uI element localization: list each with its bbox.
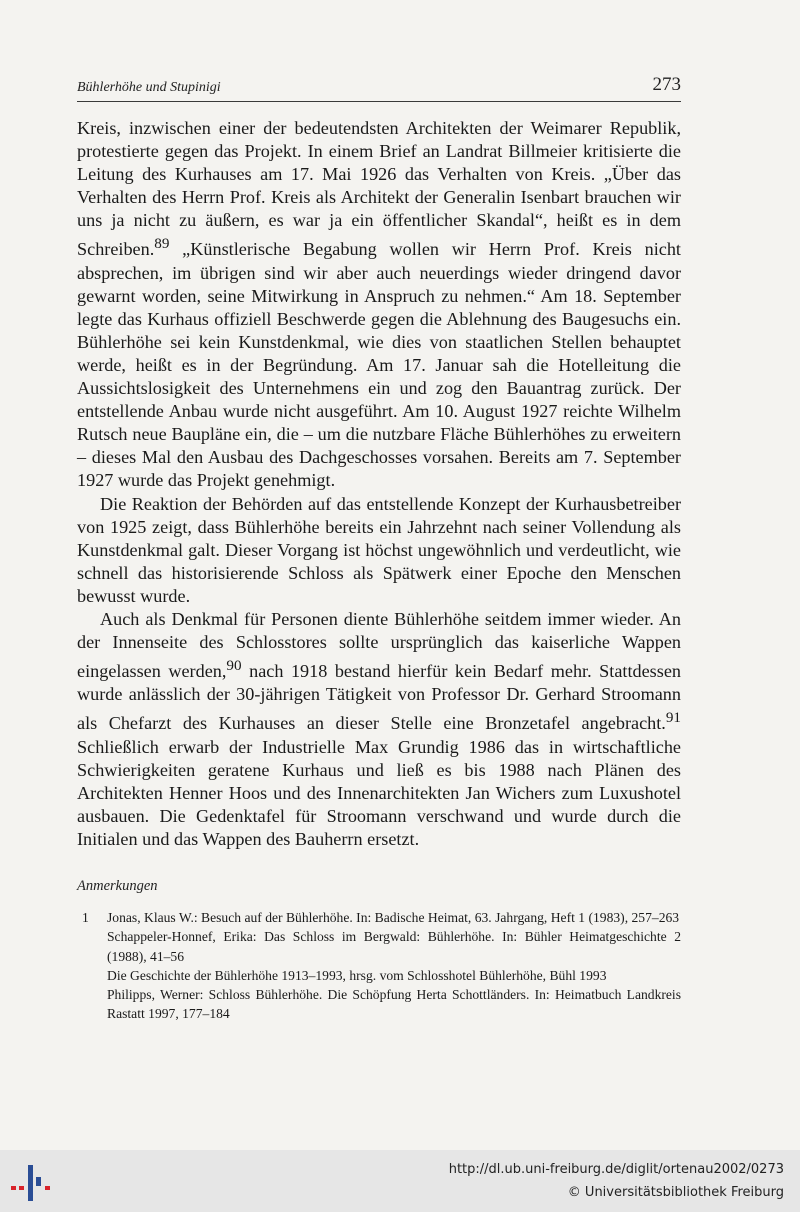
page-header [77,74,681,100]
notes-heading: Anmerkungen [77,878,158,894]
document-url-link[interactable]: http://dl.ub.uni-freiburg.de/diglit/ortenau2002/0273 [448,1162,784,1177]
paragraph-1-text-a: Kreis, inzwischen einer der bedeutendsten Architekten der Weimarer Republik, protestierte gegen das Projekt. In einem Brief an Landrat Billmeier kritisierte die Leitung des Kurhauses am 17. Mai 1926 das Verhalten von Kreis. „Über das Verhalten des Herrn Prof. Kreis als Architekt der Generalin Isenbart brauchen wir uns ja nicht zu äußern, es war ja ein öffentlicher Skandal“, heißt es in dem Schreiben. [77,118,681,260]
paragraph-3-text-b: nach 1918 bestand hierfür kein Bedarf mehr. Stattdessen wurde anlässlich der 30-jährigen Tätigkeit von Professor Dr. Gerhard Stroomann als Chefarzt des Kurhauses an dieser Stelle eine Bronzetafel angebracht. [77,661,681,734]
footnote-ref-90: 90 [226,657,242,675]
notes-list [77,908,681,1024]
footnote-ref-91: 91 [665,709,681,727]
note-reference: Schappeler-Honnef, Erika: Das Schloss im Bergwald: Bühlerhöhe. In: Bühler Heimatgeschichte 2 (1988), 41–56 [107,929,681,964]
paragraph-3-text-a: Auch als Denkmal für Personen diente Bühlerhöhe seitdem immer wieder. An der Innenseite des Schlosstores sollte ursprünglich das kaiserliche Wappen eingelassen werden, [77,609,681,682]
ub-freiburg-logo-icon [8,1163,52,1203]
note-reference: Die Geschichte der Bühlerhöhe 1913–1993, hrsg. vom Schlosshotel Bühlerhöhe, Bühl 1993 [107,967,607,983]
note-number: 1 [82,910,89,925]
note-reference: Philipps, Werner: Schloss Bühlerhöhe. Die Schöpfung Herta Schottländers. In: Heimatbuch Landkreis Rastatt 1997, 177–184 [107,987,681,1022]
running-title: Bühlerhöhe und Stupinigi [77,80,221,95]
footnote-ref-89: 89 [154,235,170,253]
paragraph-3-text-c: Schließlich erwarb der Industrielle Max Grundig 1986 das in wirtschaftliche Schwierigkeiten geratene Kurhaus und ließ es bis 1988 nach Plänen des Architekten Henner Hoos und des Innenarchitekten Jan Wichers zum Luxushotel ausbauen. Die Gedenktafel für Stroomann verschwand und wurde durch die Initialen und das Wappen des Bauherrn ersetzt. [77,736,681,849]
copyright-notice: © Universitätsbibliothek Freiburg [567,1185,784,1200]
paragraph-1-text-b: „Künstlerische Begabung wollen wir Herrn Prof. Kreis nicht absprechen, im übrigen sind wir aber auch neuerdings wieder dringend davor gewarnt worden, seine Mitwirkung in Anspruch zu nehmen.“ Am 18. September legte das Kurhaus offiziell Beschwerde gegen die Ablehnung des Baugesuchs ein. Bühlerhöhe sei kein Kunstdenkmal, wie dies von staatlichen Stellen behauptet werde, heißt es in der Begründung. Am 17. Januar sah die Hotelleitung die Aussichtslosigkeit des Unternehmens ein und zog den Bauantrag zurück. Der entstellende Anbau wurde nicht ausgeführt. Am 10. August 1927 reichte Wilhelm Rutsch neue Baupläne ein, die – um die nutzbare Fläche Bühlerhöhes zu erweitern – dieses Mal den Ausbau des Dachgeschosses vorsahen. Bereits am 7. September 1927 wurde das Projekt genehmigt. [77,239,681,491]
paragraph-3 [77,608,681,851]
body-text [77,117,681,851]
note-item [77,908,681,1024]
paragraph-2: Die Reaktion der Behörden auf das entstellende Konzept der Kurhausbetreiber von 1925 zeigt, dass Bühlerhöhe bereits ein Jahrzehnt nach seiner Vollendung als Kunstdenkmal galt. Dieser Vorgang ist höchst ungewöhnlich und verdeutlicht, wie schnell das historisierende Schloss als Spätwerk einer Epoche den Menschen bewusst wurde. [77,493,681,606]
paragraph-1 [77,117,681,493]
page-number: 273 [652,74,681,95]
footer-bar [0,1150,800,1212]
note-reference: Jonas, Klaus W.: Besuch auf der Bühlerhöhe. In: Badische Heimat, 63. Jahrgang, Heft 1 (1983), 257–263 [107,910,680,925]
header-rule [77,101,681,102]
